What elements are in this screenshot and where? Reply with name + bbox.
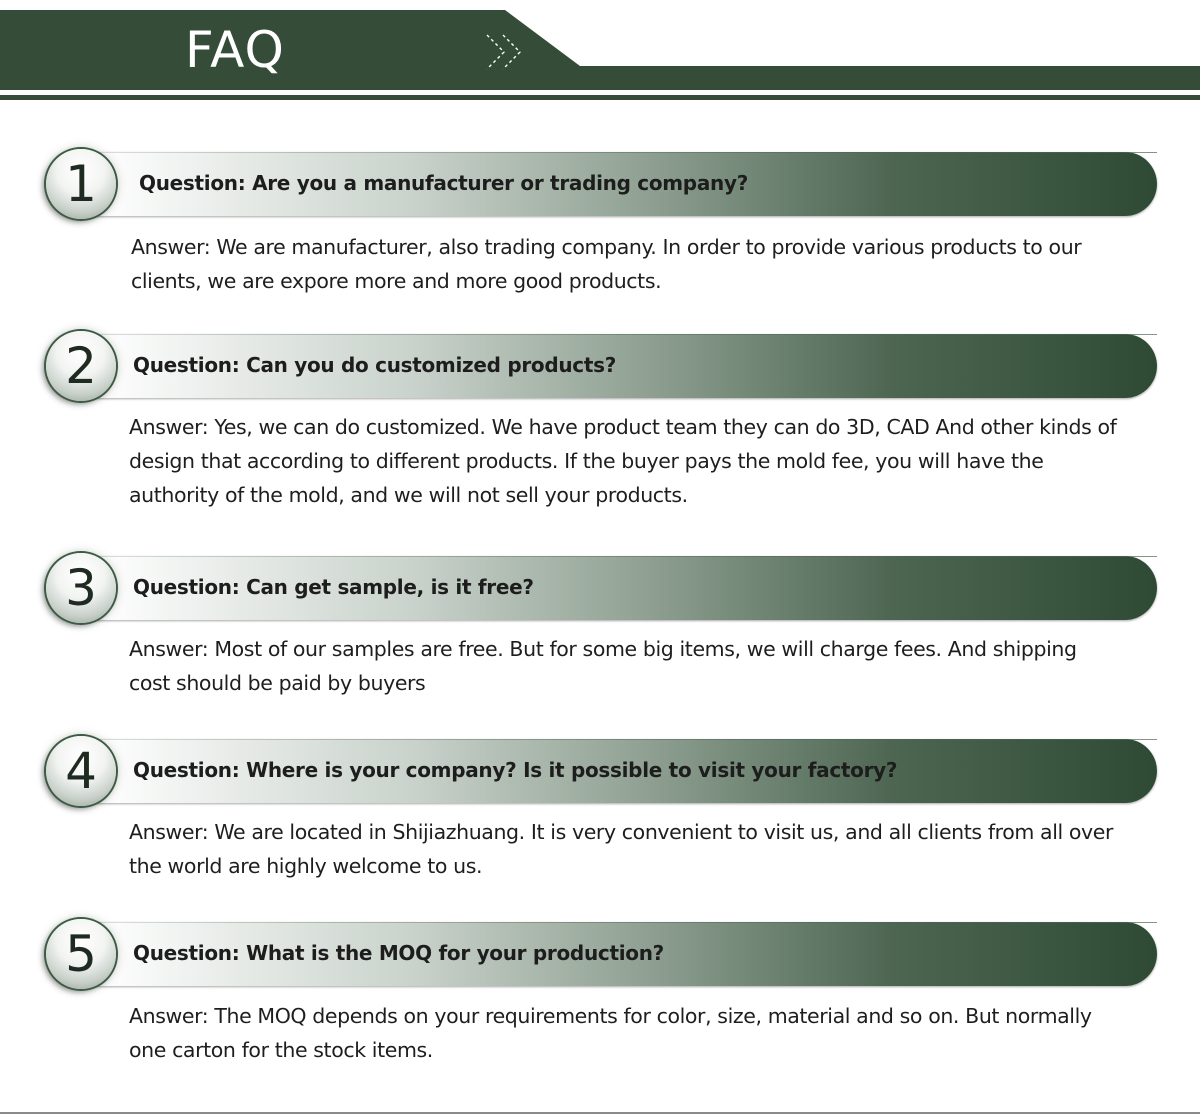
header-banner-shape (0, 0, 1200, 110)
number-label: 4 (65, 742, 97, 800)
number-badge (46, 736, 116, 806)
answer-text: Answer: Most of our samples are free. But for some big items, we will charge fees. And shipping cost should be paid by buyers (129, 637, 1077, 695)
number-label: 2 (65, 337, 97, 395)
number-badge (46, 553, 116, 623)
answer-text: Answer: We are located in Shijiazhuang. It is very convenient to visit us, and all clients from all over the world are highly welcome to us. (129, 820, 1114, 878)
page-title: FAQ (185, 21, 285, 79)
number-label: 3 (65, 559, 97, 617)
question-text: Question: Where is your company? Is it possible to visit your factory? (133, 758, 898, 782)
question-text: Question: Can you do customized products? (133, 353, 617, 377)
answer-text: Answer: We are manufacturer, also trading company. In order to provide various products to our clients, we are expore more and more good products. (131, 235, 1082, 293)
number-badge (46, 149, 116, 219)
question-text: Question: Can get sample, is it free? (133, 575, 534, 599)
number-label: 1 (65, 155, 97, 213)
question-text: Question: Are you a manufacturer or trading company? (139, 171, 748, 195)
number-label: 5 (65, 925, 97, 983)
answer-text: Answer: The MOQ depends on your requirements for color, size, material and so on. But normally one carton for the stock items. (129, 1004, 1092, 1062)
number-badge (46, 919, 116, 989)
answer-text: Answer: Yes, we can do customized. We have product team they can do 3D, CAD And other kinds of design that according to different products. If the buyer pays the mold fee, you will have the authority of the mold, and we will not sell your products. (129, 415, 1117, 507)
faq-header (0, 0, 1200, 110)
bottom-divider (0, 1112, 1200, 1114)
question-text: Question: What is the MOQ for your production? (133, 941, 664, 965)
number-badge (46, 331, 116, 401)
